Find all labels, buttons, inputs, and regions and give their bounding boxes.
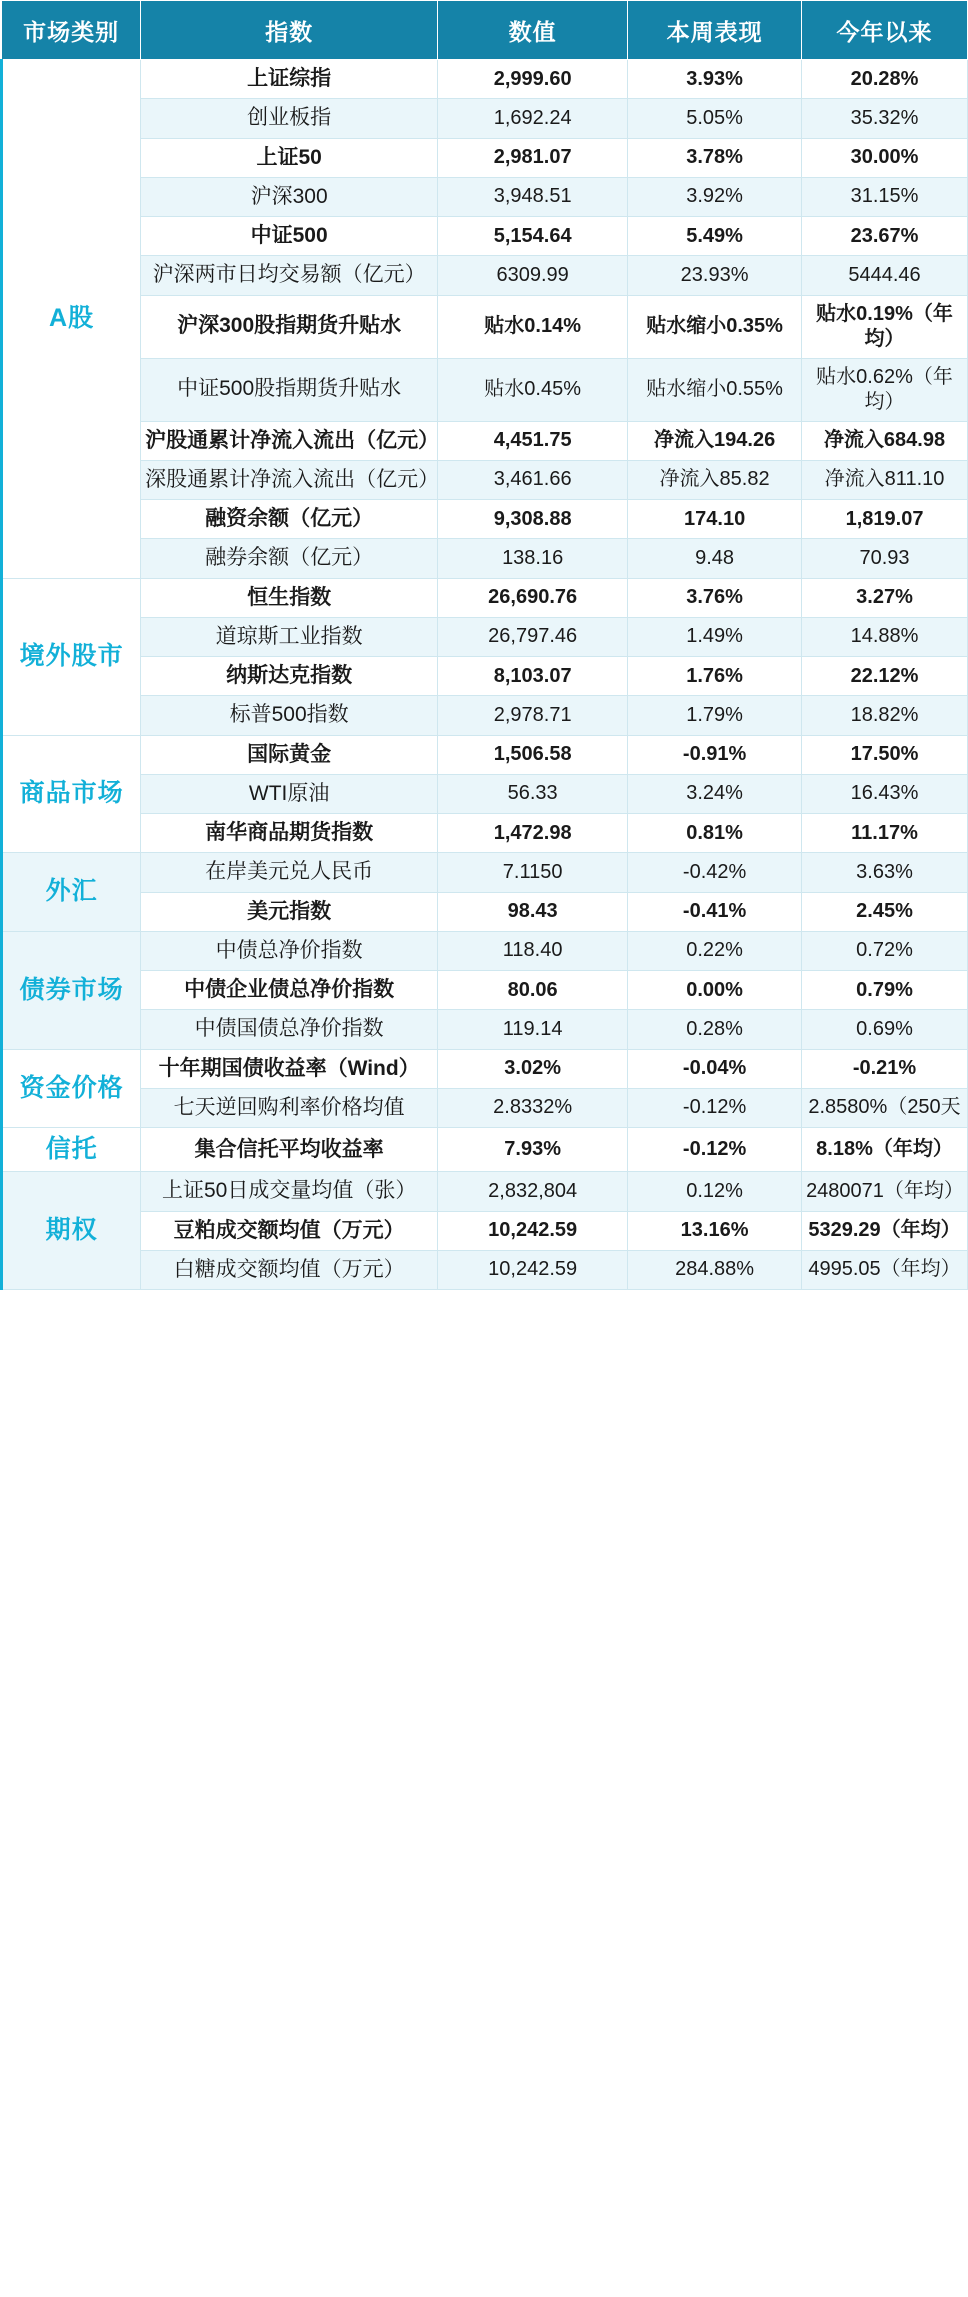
index-name-cell: 道琼斯工业指数 [141,617,438,656]
ytd-performance-cell: 11.17% [802,814,968,853]
table-row [2,578,968,617]
table-row [2,617,968,656]
category-cell: 商品市场 [2,735,141,853]
table-body [2,60,968,1290]
index-name-cell: 中证500股指期货升贴水 [141,358,438,421]
header-row [2,1,968,60]
index-name-cell: 豆粕成交额均值（万元） [141,1211,438,1250]
category-cell: 债券市场 [2,931,141,1049]
index-name-cell: 深股通累计净流入流出（亿元） [141,460,438,499]
value-cell: 贴水0.45% [438,358,628,421]
table-row [2,1049,968,1088]
index-name-cell: 融资余额（亿元） [141,500,438,539]
table-row [2,358,968,421]
week-performance-cell: 0.81% [628,814,802,853]
value-cell: 3.02% [438,1049,628,1088]
index-name-cell: 中证500 [141,217,438,256]
week-performance-cell: 23.93% [628,256,802,295]
week-performance-cell: -0.41% [628,892,802,931]
value-cell: 10,242.59 [438,1211,628,1250]
header-ytd: 今年以来 [802,1,968,60]
table-row [2,735,968,774]
table-row [2,460,968,499]
week-performance-cell: 1.49% [628,617,802,656]
table-row [2,217,968,256]
value-cell: 2,832,804 [438,1172,628,1211]
table-row [2,500,968,539]
category-cell: 资金价格 [2,1049,141,1128]
ytd-performance-cell: 8.18%（年均） [802,1128,968,1172]
ytd-performance-cell: 净流入684.98 [802,421,968,460]
week-performance-cell: 0.00% [628,971,802,1010]
ytd-performance-cell: 0.69% [802,1010,968,1049]
week-performance-cell: 0.28% [628,1010,802,1049]
index-name-cell: 沪股通累计净流入流出（亿元） [141,421,438,460]
ytd-performance-cell: 16.43% [802,774,968,813]
value-cell: 7.93% [438,1128,628,1172]
index-name-cell: 恒生指数 [141,578,438,617]
index-name-cell: 上证50日成交量均值（张） [141,1172,438,1211]
category-cell: A股 [2,60,141,579]
week-performance-cell: 贴水缩小0.55% [628,358,802,421]
value-cell: 8,103.07 [438,657,628,696]
table-row [2,60,968,99]
category-cell: 境外股市 [2,578,141,735]
ytd-performance-cell: 23.67% [802,217,968,256]
index-name-cell: 上证50 [141,138,438,177]
value-cell: 1,692.24 [438,99,628,138]
category-cell: 信托 [2,1128,141,1172]
week-performance-cell: 5.49% [628,217,802,256]
week-performance-cell: 5.05% [628,99,802,138]
index-name-cell: 上证综指 [141,60,438,99]
value-cell: 26,690.76 [438,578,628,617]
week-performance-cell: 9.48 [628,539,802,578]
week-performance-cell: 0.12% [628,1172,802,1211]
ytd-performance-cell: 30.00% [802,138,968,177]
ytd-performance-cell: 35.32% [802,99,968,138]
value-cell: 2,981.07 [438,138,628,177]
week-performance-cell: 1.76% [628,657,802,696]
ytd-performance-cell: 14.88% [802,617,968,656]
index-name-cell: 沪深两市日均交易额（亿元） [141,256,438,295]
ytd-performance-cell: 17.50% [802,735,968,774]
week-performance-cell: 174.10 [628,500,802,539]
week-performance-cell: 3.24% [628,774,802,813]
index-name-cell: 标普500指数 [141,696,438,735]
value-cell: 1,506.58 [438,735,628,774]
week-performance-cell: 0.22% [628,931,802,970]
table-row [2,814,968,853]
value-cell: 9,308.88 [438,500,628,539]
index-name-cell: 创业板指 [141,99,438,138]
index-name-cell: 中债企业债总净价指数 [141,971,438,1010]
ytd-performance-cell: -0.21% [802,1049,968,1088]
table-row [2,1211,968,1250]
header-week: 本周表现 [628,1,802,60]
ytd-performance-cell: 22.12% [802,657,968,696]
ytd-performance-cell: 3.63% [802,853,968,892]
table-row [2,971,968,1010]
value-cell: 4,451.75 [438,421,628,460]
ytd-performance-cell: 贴水0.19%（年均） [802,295,968,358]
value-cell: 贴水0.14% [438,295,628,358]
week-performance-cell: -0.12% [628,1088,802,1127]
ytd-performance-cell: 3.27% [802,578,968,617]
ytd-performance-cell: 20.28% [802,60,968,99]
table-row [2,295,968,358]
week-performance-cell: 净流入85.82 [628,460,802,499]
ytd-performance-cell: 2.45% [802,892,968,931]
index-name-cell: 集合信托平均收益率 [141,1128,438,1172]
week-performance-cell: -0.04% [628,1049,802,1088]
table-row [2,421,968,460]
index-name-cell: 纳斯达克指数 [141,657,438,696]
ytd-performance-cell: 31.15% [802,177,968,216]
week-performance-cell: 贴水缩小0.35% [628,295,802,358]
index-name-cell: 七天逆回购利率价格均值 [141,1088,438,1127]
ytd-performance-cell: 贴水0.62%（年均） [802,358,968,421]
table-row [2,774,968,813]
week-performance-cell: 284.88% [628,1250,802,1289]
week-performance-cell: 3.93% [628,60,802,99]
value-cell: 119.14 [438,1010,628,1049]
value-cell: 7.1150 [438,853,628,892]
table-row [2,696,968,735]
category-cell: 外汇 [2,853,141,932]
index-name-cell: 中债国债总净价指数 [141,1010,438,1049]
ytd-performance-cell: 2480071（年均） [802,1172,968,1211]
value-cell: 2.8332% [438,1088,628,1127]
value-cell: 1,472.98 [438,814,628,853]
value-cell: 5,154.64 [438,217,628,256]
table-row [2,931,968,970]
week-performance-cell: 3.76% [628,578,802,617]
ytd-performance-cell: 2.8580%（250天 [802,1088,968,1127]
index-name-cell: WTI原油 [141,774,438,813]
week-performance-cell: 1.79% [628,696,802,735]
header-value: 数值 [438,1,628,60]
value-cell: 26,797.46 [438,617,628,656]
header-category: 市场类别 [2,1,141,60]
table-row [2,1128,968,1172]
table-row [2,1172,968,1211]
value-cell: 80.06 [438,971,628,1010]
index-name-cell: 白糖成交额均值（万元） [141,1250,438,1289]
value-cell: 3,948.51 [438,177,628,216]
ytd-performance-cell: 0.72% [802,931,968,970]
index-name-cell: 中债总净价指数 [141,931,438,970]
table-row [2,1088,968,1127]
week-performance-cell: -0.91% [628,735,802,774]
week-performance-cell: 13.16% [628,1211,802,1250]
table-header [2,1,968,60]
index-name-cell: 南华商品期货指数 [141,814,438,853]
header-index: 指数 [141,1,438,60]
value-cell: 10,242.59 [438,1250,628,1289]
index-name-cell: 沪深300股指期货升贴水 [141,295,438,358]
table-row [2,177,968,216]
index-name-cell: 在岸美元兑人民币 [141,853,438,892]
table-row [2,539,968,578]
category-cell: 期权 [2,1172,141,1290]
table-row [2,853,968,892]
week-performance-cell: 3.92% [628,177,802,216]
value-cell: 6309.99 [438,256,628,295]
value-cell: 138.16 [438,539,628,578]
week-performance-cell: -0.42% [628,853,802,892]
ytd-performance-cell: 净流入811.10 [802,460,968,499]
table-row [2,892,968,931]
value-cell: 98.43 [438,892,628,931]
value-cell: 118.40 [438,931,628,970]
value-cell: 2,978.71 [438,696,628,735]
index-name-cell: 国际黄金 [141,735,438,774]
ytd-performance-cell: 5329.29（年均） [802,1211,968,1250]
ytd-performance-cell: 70.93 [802,539,968,578]
index-name-cell: 沪深300 [141,177,438,216]
table-row [2,1010,968,1049]
table-row [2,657,968,696]
table-row [2,256,968,295]
week-performance-cell: 净流入194.26 [628,421,802,460]
table-row [2,138,968,177]
value-cell: 2,999.60 [438,60,628,99]
value-cell: 3,461.66 [438,460,628,499]
ytd-performance-cell: 4995.05（年均） [802,1250,968,1289]
ytd-performance-cell: 0.79% [802,971,968,1010]
index-name-cell: 美元指数 [141,892,438,931]
week-performance-cell: 3.78% [628,138,802,177]
ytd-performance-cell: 5444.46 [802,256,968,295]
ytd-performance-cell: 1,819.07 [802,500,968,539]
ytd-performance-cell: 18.82% [802,696,968,735]
week-performance-cell: -0.12% [628,1128,802,1172]
table-row [2,1250,968,1289]
table-row [2,99,968,138]
index-name-cell: 融券余额（亿元） [141,539,438,578]
value-cell: 56.33 [438,774,628,813]
index-name-cell: 十年期国债收益率（Wind） [141,1049,438,1088]
